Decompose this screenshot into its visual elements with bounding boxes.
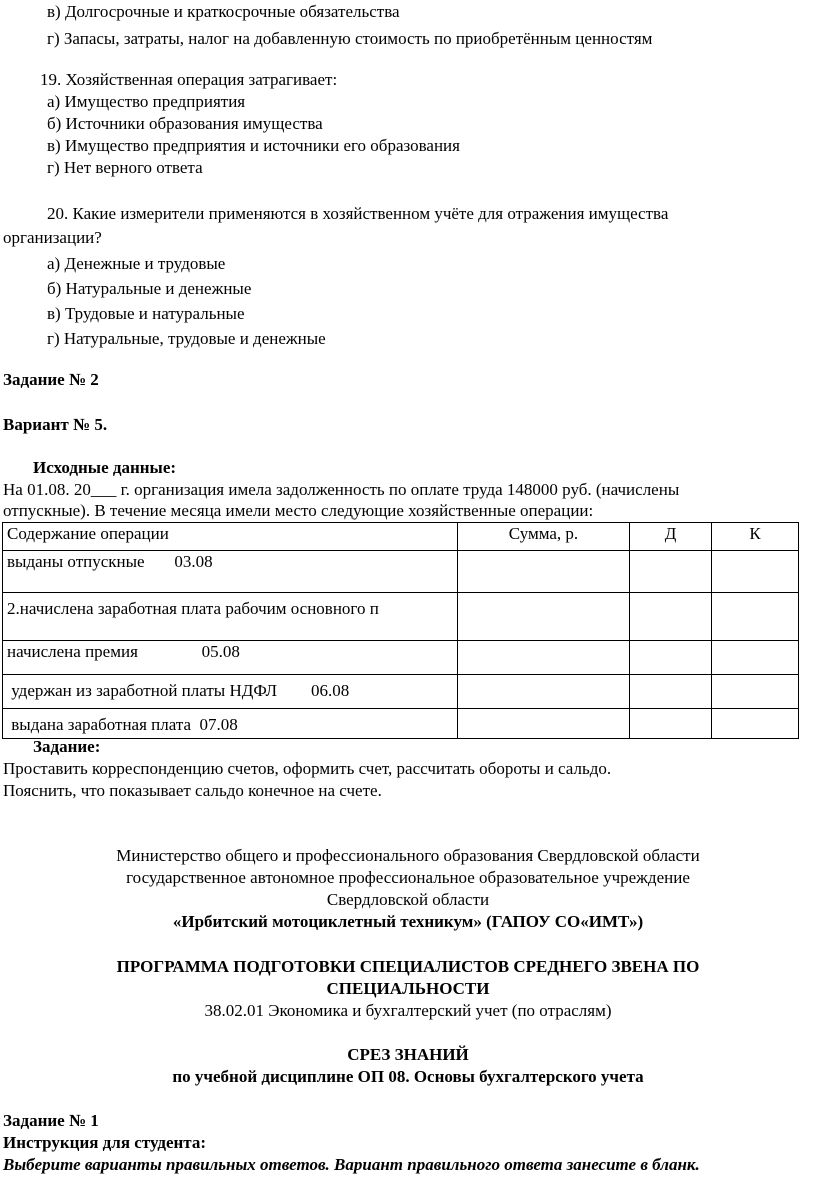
task1-instruction-text: Выберите варианты правильных ответов. Вариант правильного ответа занесите в бланк. (3, 1155, 700, 1174)
sum-cell (458, 551, 630, 593)
sum-cell (458, 593, 630, 641)
sum-cell (458, 641, 630, 675)
task2-assignment-line1: Проставить корреспонденцию счетов, оформить счет, рассчитать обороты и сальдо. (3, 759, 612, 778)
debit-cell (630, 641, 712, 675)
program-title-line2: СПЕЦИАЛЬНОСТИ (326, 979, 490, 998)
header-debit: Д (630, 523, 712, 551)
q20-option-a: а) Денежные и трудовые (47, 254, 226, 273)
credit-cell (712, 593, 799, 641)
table-row (3, 551, 799, 593)
task2-intro-line2: отпускные). В течение месяца имели место следующие хозяйственные операции: (3, 501, 594, 520)
task2-source-label: Исходные данные: (33, 458, 177, 477)
task2-intro-line1: На 01.08. 20___ г. организация имела задолженность по оплате труда 148000 руб. (начислены (3, 480, 680, 499)
operation-cell: выданы отпускные 03.08 (3, 551, 458, 593)
q19-option-v: в) Имущество предприятия и источники его образования (47, 136, 460, 155)
header-operation: Содержание операции (3, 523, 458, 551)
program-title-line1: ПРОГРАММА ПОДГОТОВКИ СПЕЦИАЛИСТОВ СРЕДНЕГО ЗВЕНА ПО (116, 957, 700, 976)
debit-cell (630, 551, 712, 593)
sum-cell (458, 709, 630, 739)
q20-option-g: г) Натуральные, трудовые и денежные (47, 329, 326, 348)
q20-option-v: в) Трудовые и натуральные (47, 304, 245, 323)
q20-option-b: б) Натуральные и денежные (47, 279, 252, 298)
credit-cell (712, 551, 799, 593)
discipline-line: по учебной дисциплине ОП 08. Основы бухгалтерского учета (172, 1067, 644, 1086)
q20-title-continued: организации? (3, 228, 102, 247)
ministry-line: Министерство общего и профессионального образования Свердловской области (116, 846, 700, 865)
q18-option-g: г) Запасы, затраты, налог на добавленную стоимость по приобретённым ценностям (47, 29, 653, 48)
table-header-row (3, 523, 799, 551)
table-row (3, 675, 799, 709)
specialty-line: 38.02.01 Экономика и бухгалтерский учет (по отраслям) (204, 1001, 612, 1020)
slice-title: СРЕЗ ЗНАНИЙ (347, 1045, 469, 1064)
operation-cell: удержан из заработной платы НДФЛ 06.08 (3, 675, 458, 709)
table-row (3, 593, 799, 641)
task1-heading: Задание № 1 (3, 1111, 99, 1130)
q20-title: 20. Какие измерители применяются в хозяйственном учёте для отражения имущества (47, 204, 669, 223)
institution-name: «Ирбитский мотоциклетный техникум» (ГАПОУ СО«ИМТ») (172, 912, 644, 931)
debit-cell (630, 675, 712, 709)
sum-cell (458, 675, 630, 709)
task2-assignment-line2: Пояснить, что показывает сальдо конечное на счете. (3, 781, 382, 800)
operation-cell: начислена премия 05.08 (3, 641, 458, 675)
credit-cell (712, 641, 799, 675)
header-sum: Сумма, р. (458, 523, 630, 551)
q19-option-a: а) Имущество предприятия (47, 92, 246, 111)
operations-table (2, 522, 799, 739)
institution-line1: государственное автономное профессиональное образовательное учреждение (126, 868, 690, 887)
debit-cell (630, 593, 712, 641)
task1-instruction-label: Инструкция для студента: (3, 1133, 207, 1152)
table-row (3, 641, 799, 675)
task2-heading: Задание № 2 (3, 370, 99, 389)
debit-cell (630, 709, 712, 739)
credit-cell (712, 675, 799, 709)
task2-assignment-label: Задание: (33, 737, 101, 756)
operation-cell: 2.начислена заработная плата рабочим основного п (3, 593, 458, 641)
q19-title: 19. Хозяйственная операция затрагивает: (40, 70, 338, 89)
operation-cell: выдана заработная плата 07.08 (3, 709, 458, 739)
q19-option-g: г) Нет верного ответа (47, 158, 203, 177)
credit-cell (712, 709, 799, 739)
table-row (3, 709, 799, 739)
institution-line2: Свердловской области (326, 890, 490, 909)
q19-option-b: б) Источники образования имущества (47, 114, 323, 133)
header-credit: К (712, 523, 799, 551)
task2-variant: Вариант № 5. (3, 415, 108, 434)
q18-option-v: в) Долгосрочные и краткосрочные обязательства (47, 2, 400, 21)
